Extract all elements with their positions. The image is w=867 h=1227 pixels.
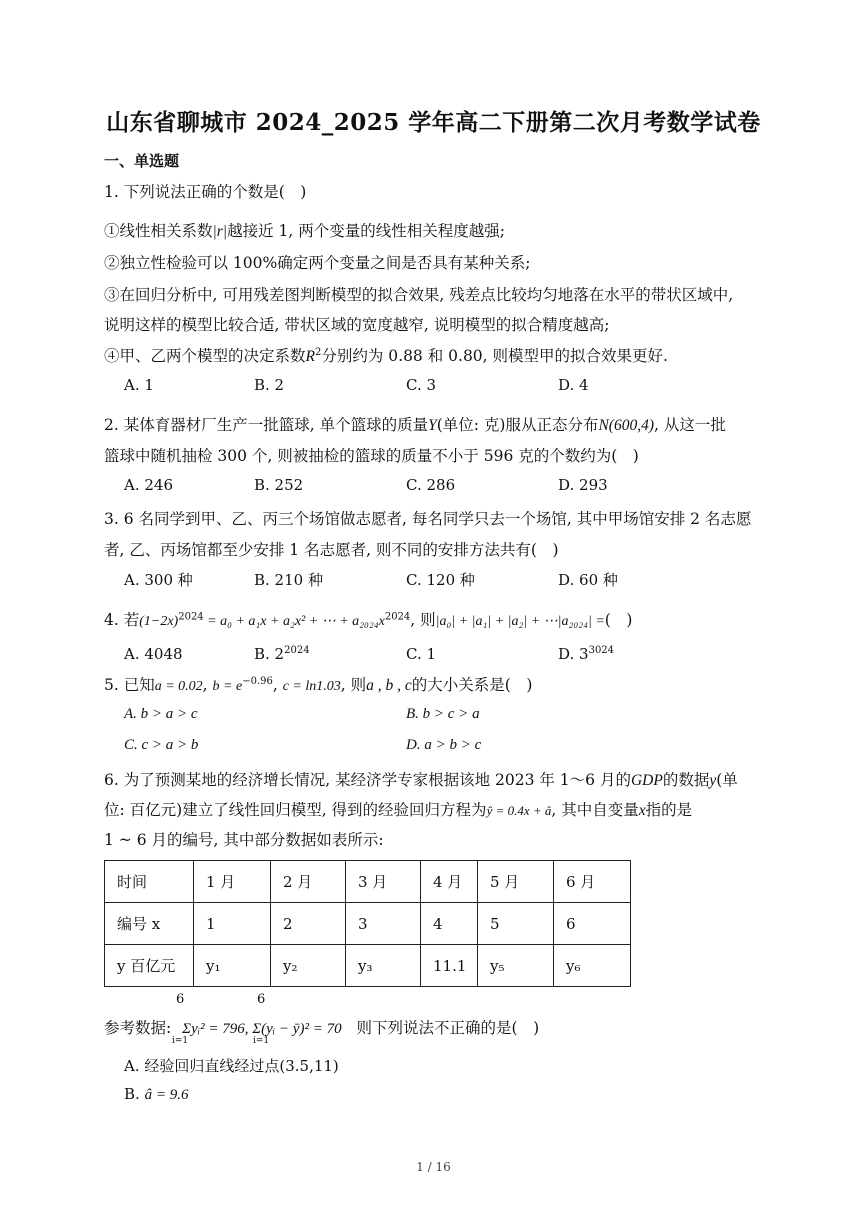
q1-statement-4: ④甲、乙两个模型的决定系数$R^2$分别约为 0.88 和 0.80, 则模型甲的拟合效果更好. [104, 346, 668, 365]
table-cell: 3 [346, 903, 421, 945]
q6-line-2: 位: 百亿元)建立了线性回归模型, 得到的经验回归方程为ŷ = 0.4x + â, 其中自变量x指的是 [104, 801, 693, 819]
q4-option-b[interactable]: B. $2^{2024}$ [254, 645, 310, 663]
q2-line-2: 篮球中随机抽检 300 个, 则被抽检的篮球的质量不小于 596 克的个数约为( ) [104, 447, 639, 465]
data-table [104, 860, 631, 987]
q1-statement-3a: ③在回归分析中, 可用残差图判断模型的拟合效果, 残差点比较均匀地落在水平的带状区域中, [104, 286, 734, 304]
q1-statement-1: ①线性相关系数|r|越接近 1, 两个变量的线性相关程度越强; [104, 222, 505, 240]
section-heading: 一、单选题 [104, 152, 180, 170]
table-row [105, 861, 631, 903]
q2-option-a[interactable]: A. 246 [124, 476, 173, 494]
q6-reference-data: 参考数据: Σyᵢ² = 796, Σ(yᵢ − ȳ)² = 70 则下列说法不正确的是( ) [104, 1019, 540, 1037]
table-cell: 1 [194, 903, 271, 945]
table-cell: 1 月 [194, 861, 271, 903]
page-title: 山东省聊城市 2024_2025 学年高二下册第二次月考数学试卷 [106, 109, 761, 136]
table-cell: 5 [478, 903, 554, 945]
table-cell: 时间 [105, 861, 194, 903]
table-cell: 2 月 [271, 861, 346, 903]
table-row [105, 945, 631, 987]
table-cell: y₂ [271, 945, 346, 987]
table-cell: 3 月 [346, 861, 421, 903]
q3-line-1: 3. 6 名同学到甲、乙、丙三个场馆做志愿者, 每名同学只去一个场馆, 其中甲场馆安排 2 名志愿 [104, 510, 752, 528]
q1-statement-2: ②独立性检验可以 100%确定两个变量之间是否具有某种关系; [104, 254, 531, 272]
q4-stem: 4. 若$(1-2x)^{2024} = a_0 + a_1x + a_2x^2$ + ⋯ + $a_{2024}x^{2024}$, 则|a₀| + |a₁| + |a₂| + ⋯|a₂₀₂₄| =( ) [104, 611, 633, 629]
q3-option-d[interactable]: D. 60 种 [558, 571, 618, 589]
table-cell: y₃ [346, 945, 421, 987]
q1-option-b[interactable]: B. 2 [254, 376, 285, 394]
q1-option-a[interactable]: A. 1 [124, 376, 154, 394]
q6-line-1: 6. 为了预测某地的经济增长情况, 某经济学专家根据该地 2023 年 1～6 月的GDP的数据y(单 [104, 771, 738, 789]
q6-line-3: 1 ~ 6 月的编号, 其中部分数据如表所示: [104, 831, 384, 849]
table-cell: 4 月 [421, 861, 478, 903]
q3-option-c[interactable]: C. 120 种 [406, 571, 475, 589]
q1-statement-3b: 说明这样的模型比较合适, 带状区域的宽度越窄, 说明模型的拟合精度越高; [104, 316, 610, 334]
table-row [105, 903, 631, 945]
q5-option-c[interactable]: C. c > a > b [124, 737, 199, 753]
q3-option-a[interactable]: A. 300 种 [124, 571, 193, 589]
table-cell: y₅ [478, 945, 554, 987]
q5-option-b[interactable]: B. b > c > a [406, 706, 480, 722]
q4-option-a[interactable]: A. 4048 [124, 645, 183, 663]
q3-line-2: 者, 乙、丙场馆都至少安排 1 名志愿者, 则不同的安排方法共有( ) [104, 541, 559, 559]
q5-stem: 5. 已知a = 0.02, $b = e^{-0.96}$, c = ln1.03, 则a , b , c的大小关系是( ) [104, 675, 533, 694]
q4-option-d[interactable]: D. $3^{3024}$ [558, 645, 615, 663]
table-cell: y₆ [554, 945, 631, 987]
q2-option-d[interactable]: D. 293 [558, 476, 608, 494]
q1-option-d[interactable]: D. 4 [558, 376, 589, 394]
q4-option-c[interactable]: C. 1 [406, 645, 437, 663]
table-cell: 6 月 [554, 861, 631, 903]
table-cell: 2 [271, 903, 346, 945]
q5-option-d[interactable]: D. a > b > c [406, 737, 482, 753]
table-cell: 11.1 [421, 945, 478, 987]
q2-option-b[interactable]: B. 252 [254, 476, 304, 494]
table-cell: y 百亿元 [105, 945, 194, 987]
page-number: 1 / 16 [416, 1160, 451, 1174]
q5-option-a[interactable]: A. b > a > c [124, 706, 198, 722]
document-page: 山东省聊城市 2024_2025 学年高二下册第二次月考数学试卷 一、单选题 1. 下列说法正确的个数是( ) ①线性相关系数|r|越接近 1, 两个变量的线性相关程度越强; ②独立性检验可以 100%确定两个变量之间是否具有某种关系; ③在回归分析中, 可用残差图判断模型的拟合效果, 残差点比较均匀地落在水平的带状区域中, 说明这样的模型比较合适, 带状区域的宽度越窄, 说明模型的拟合精度越高; ④甲、乙两个模型的决定系数$R^2$分别约为 0.88 和 0.80, 则模型甲的拟合效果更好. A. 1 B. 2 C. 3 D. 4 2. 某体育器材厂生产一批篮球, 单个篮球的质量Y(单位: 克)服从正态分布N(600,4), 从这一批 篮球中随机抽检 300 个, 则被抽检的篮球的质量不小于 596 克的个数约为( ) A. 246 B. 252 C. 286 D. 293 3. 6 名同学到甲、乙、丙三个场馆做志愿者, 每名同学只去一个场馆, 其中甲场馆安排 2 名志愿 者, 乙、丙场馆都至少安排 1 名志愿者, 则不同的安排方法共有( ) A. 300 种 B. 210 种 C. 120 种 D. 60 种 4. 若$(1-2x)^{2024} = a_0 + a_1x + a_2x^2$ + ⋯ + $a_{2024}x^{2024}$, 则|a₀| + |a₁| + |a₂| + ⋯|a₂₀₂₄| =( ) A. 4048 B. $2^{2024}$ C. 1 D. $3^{3024}$ 5. 已知a = 0.02, $b = e^{-0.96}$, c = ln1.03, 则a , b , c的大小关系是( ) A. b > a > c B. b > c > a C. c > a > b D. a > b > c 6. 为了预测某地的经济增长情况, 某经济学专家根据该地 2023 年 1～6 月的GDP的数据y(单 位: 百亿元)建立了线性回归模型, 得到的经验回归方程为ŷ = 0.4x + â, 其中自变量x指的是 1 ~ 6 月的编号, 其中部分数据如表所示: 时间 1 月 2 月 3 月 4 月 5 月 6 月 编号 x 1 2 3 4 5 6 y 百亿元 y₁ y₂ y₃ 11.1 y₅ y₆ 6 6 参考数据: Σyᵢ² = 796, Σ(yᵢ − ȳ)² = 70 则下列说法不正确的是( ) i=1 i=1 A. 经验回归直线经过点(3.5,11) B. â = 9.6 1 / 16 [0, 0, 867, 1227]
q3-option-b[interactable]: B. 210 种 [254, 571, 323, 589]
table-cell: y₁ [194, 945, 271, 987]
q1-option-c[interactable]: C. 3 [406, 376, 437, 394]
q2-option-c[interactable]: C. 286 [406, 476, 456, 494]
q6-option-b[interactable]: B. â = 9.6 [124, 1085, 189, 1103]
table-cell: 4 [421, 903, 478, 945]
table-cell: 编号 x [105, 903, 194, 945]
table-cell: 6 [554, 903, 631, 945]
q2-line-1: 2. 某体育器材厂生产一批篮球, 单个篮球的质量Y(单位: 克)服从正态分布N(600,4), 从这一批 [104, 416, 726, 434]
q1-stem: 1. 下列说法正确的个数是( ) [104, 183, 307, 201]
q6-option-a[interactable]: A. 经验回归直线经过点(3.5,11) [124, 1057, 339, 1075]
table-cell: 5 月 [478, 861, 554, 903]
